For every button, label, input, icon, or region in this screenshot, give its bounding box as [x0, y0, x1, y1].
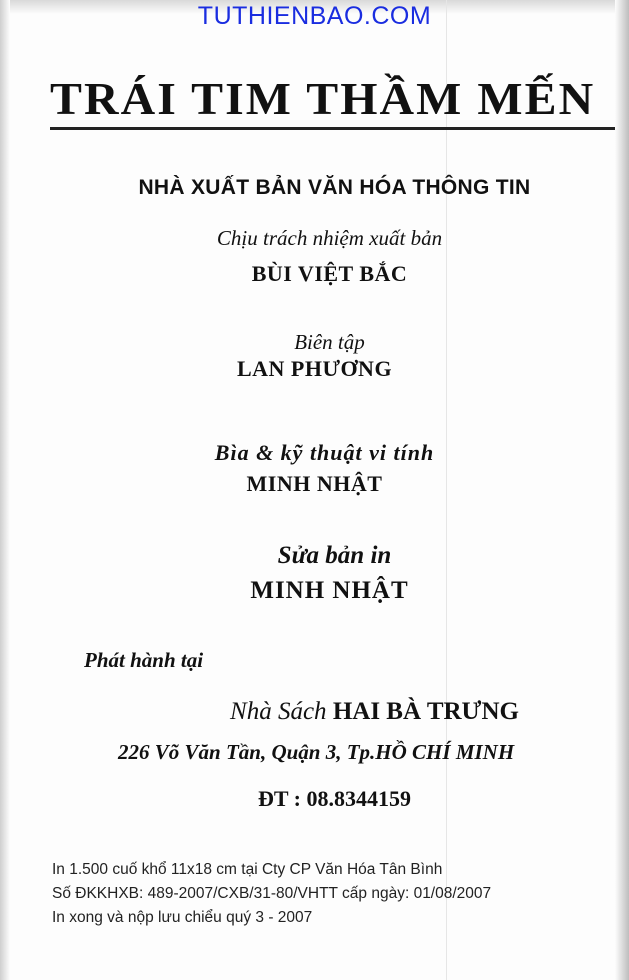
responsible-name: BÙI VIỆT BẮC	[251, 261, 408, 286]
proofreading-name: MINH NHẬT	[250, 577, 409, 604]
print-run-info: In 1.500 cuố khổ 11x18 cm tại Cty CP Văn Hóa Tân Bình	[52, 861, 443, 878]
editor-label: Biên tập	[294, 330, 365, 354]
publisher-name: NHÀ XUẤT BẢN VĂN HÓA THÔNG TIN	[138, 176, 531, 199]
responsible-label: Chịu trách nhiệm xuất bản	[216, 226, 443, 250]
bookstore-phone: ĐT : 08.8344159	[258, 786, 411, 811]
deposit-info: In xong và nộp lưu chiểu quý 3 - 2007	[52, 909, 313, 926]
watermark-link[interactable]: TUTHIENBAO.COM	[197, 2, 432, 30]
bookstore-address: 226 Võ Văn Tần, Quận 3, Tp.HỒ CHÍ MINH	[118, 740, 515, 764]
editor-name: LAN PHƯƠNG	[236, 356, 393, 381]
bookstore-prefix: Nhà Sách	[230, 698, 327, 725]
cover-design-label: Bìa & kỹ thuật vi tính	[214, 440, 435, 465]
distribution-label: Phát hành tại	[84, 648, 204, 672]
bookstore-title: HAI BÀ TRƯNG	[332, 698, 519, 725]
book-title: TRÁI TIM THẦM MẾN	[50, 73, 596, 124]
proofreading-label: Sửa bản in	[277, 542, 392, 569]
bookstore-name	[0, 698, 629, 726]
title-underline	[50, 127, 615, 130]
registration-info: Số ĐKKHXB: 489-2007/CXB/31-80/VHTT cấp ngày: 01/08/2007	[52, 885, 492, 902]
cover-design-name: MINH NHẬT	[246, 471, 383, 496]
